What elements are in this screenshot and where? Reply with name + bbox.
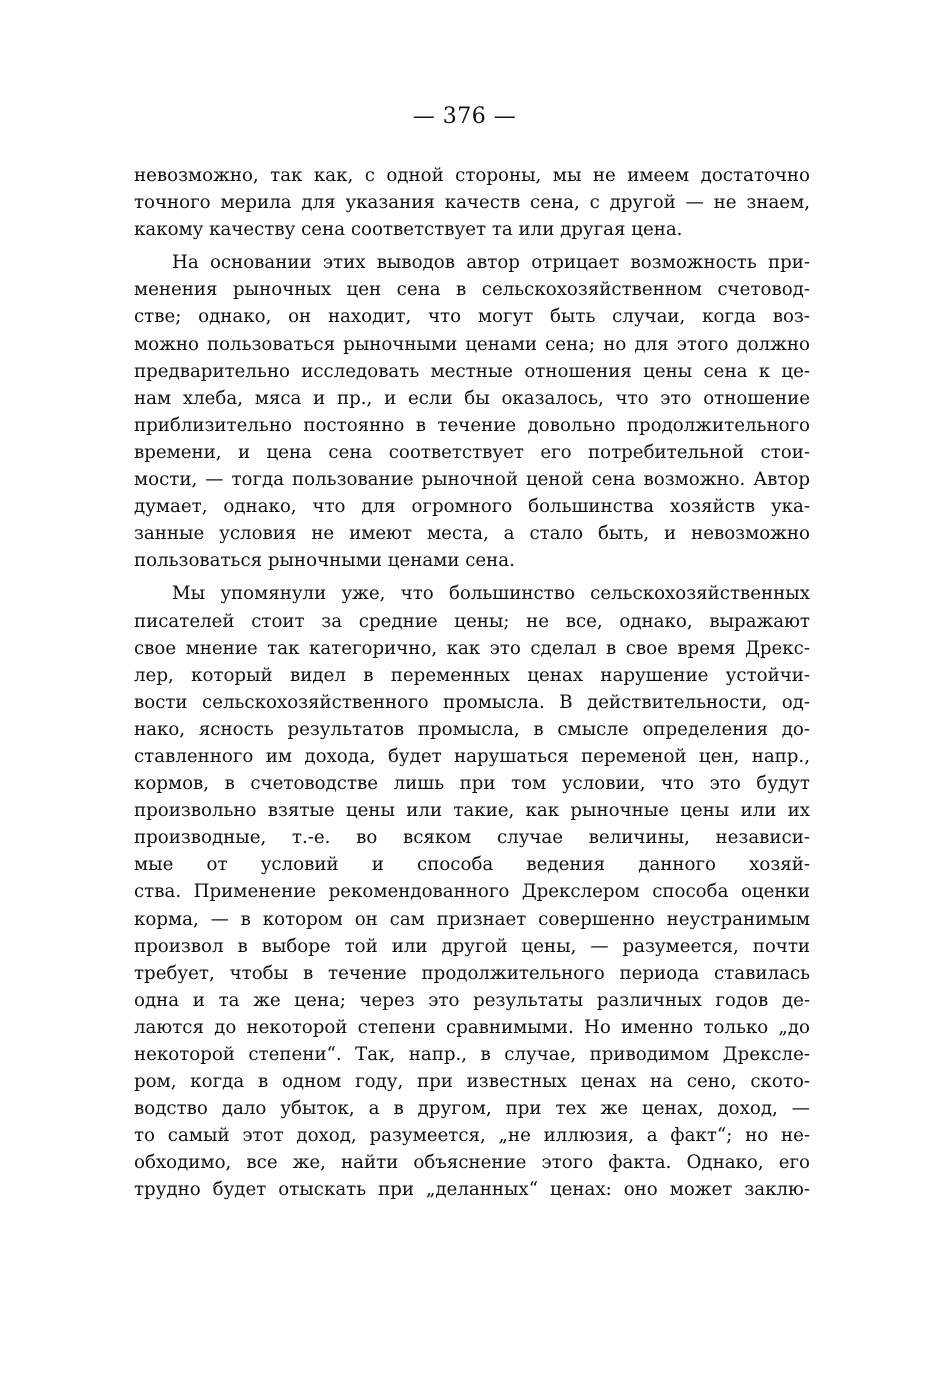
text-line: ставленного им дохода, будет нарушаться переменой цен, напр., <box>134 745 810 767</box>
text-line: занные условия не имеют места, а стало быть, и невозможно <box>134 523 810 545</box>
text-line: то самый этот доход, разумеется, „не иллюзия, а факт“; но не- <box>134 1125 810 1147</box>
text-line: Мы упомянули уже, что большинство сельскохозяйственных <box>172 583 810 605</box>
text-line: мости, — тогда пользование рыночной ценой сена возможно. Автор <box>134 469 810 491</box>
text-line: времени, и цена сена соответствует его потребительной стои- <box>134 441 810 463</box>
text-line: требует, чтобы в течение продолжительного периода ставилась <box>134 962 810 984</box>
text-line: лаются до некоторой степени сравнимыми. Но именно только „до <box>134 1016 810 1038</box>
text-line: стве; однако, он находит, что могут быть случаи, когда воз- <box>134 306 810 328</box>
text-line: мые от условий и способа ведения данного хозяй- <box>134 854 810 876</box>
text-line: менения рыночных цен сена в сельскохозяйственном счетовод- <box>134 279 810 301</box>
paragraph-3 <box>134 580 810 1203</box>
page-number: — 376 — <box>412 104 517 129</box>
text-line: производные, т.-е. во всяком случае величины, независи- <box>134 827 810 849</box>
text-line: одна и та же цена; через это результаты различных годов де- <box>134 989 810 1011</box>
text-line: произвол в выборе той или другой цены, — разумеется, почти <box>134 935 810 957</box>
text-line: приблизительно постоянно в течение довольно продолжительного <box>134 414 810 436</box>
text-line: невозможно, так как, с одной стороны, мы не имеем достаточно <box>134 165 810 186</box>
text-line: нам хлеба, мяса и пр., и если бы оказалось, что это отношение <box>134 387 810 409</box>
text-line: произвольно взятые цены или такие, как рыночные цены или их <box>134 800 810 822</box>
body-text <box>134 162 810 1204</box>
text-line: писателей стоит за средние цены; не все, однако, выражают <box>134 610 810 632</box>
text-line: предварительно исследовать местные отношения цены сена к це- <box>134 360 810 382</box>
paragraph-1 <box>134 162 810 243</box>
text-line: нако, ясность результатов промысла, в смысле определения до- <box>134 718 810 740</box>
text-line: ства. Применение рекомендованного Дрекслером способа оценки <box>134 881 810 903</box>
text-line: ром, когда в одном году, при известных ценах на сено, ското- <box>134 1071 810 1093</box>
text-line: кормов, в счетоводстве лишь при том условии, что это будут <box>134 773 810 795</box>
text-line: лер, который видел в переменных ценах нарушение устойчи- <box>134 664 810 686</box>
text-line: можно пользоваться рыночными ценами сена; но для этого должно <box>134 333 810 355</box>
text-line: водство дало убыток, а в другом, при тех же ценах, доход, — <box>134 1098 810 1120</box>
text-line: некоторой степени“. Так, напр., в случае, приводимом Дрекcле- <box>134 1044 810 1065</box>
text-line: На основании этих выводов автор отрицает возможность при- <box>172 252 810 274</box>
text-line: думает, однако, что для огромного большинства хозяйств ука- <box>134 496 810 518</box>
text-line: вости сельскохозяйственного промысла. В действительности, од- <box>134 691 810 713</box>
paragraph-2 <box>134 249 810 574</box>
text-line: пользоваться рыночными ценами сена. <box>134 550 515 572</box>
text-line: свое мнение так категорично, как это сделал в свое время Дрекс- <box>134 637 810 659</box>
text-line: какому качеству сена соответствует та или другая цена. <box>134 219 683 241</box>
text-line: трудно будет отыскать при „деланных“ ценах: оно может заклю- <box>134 1179 810 1201</box>
text-line: корма, — в котором он сам признает совершенно неустранимым <box>134 908 810 930</box>
text-line: обходимо, все же, найти объяснение этого факта. Однако, его <box>134 1152 810 1174</box>
text-line: точного мерила для указания качеств сена, с другой — не знаем, <box>134 192 810 214</box>
